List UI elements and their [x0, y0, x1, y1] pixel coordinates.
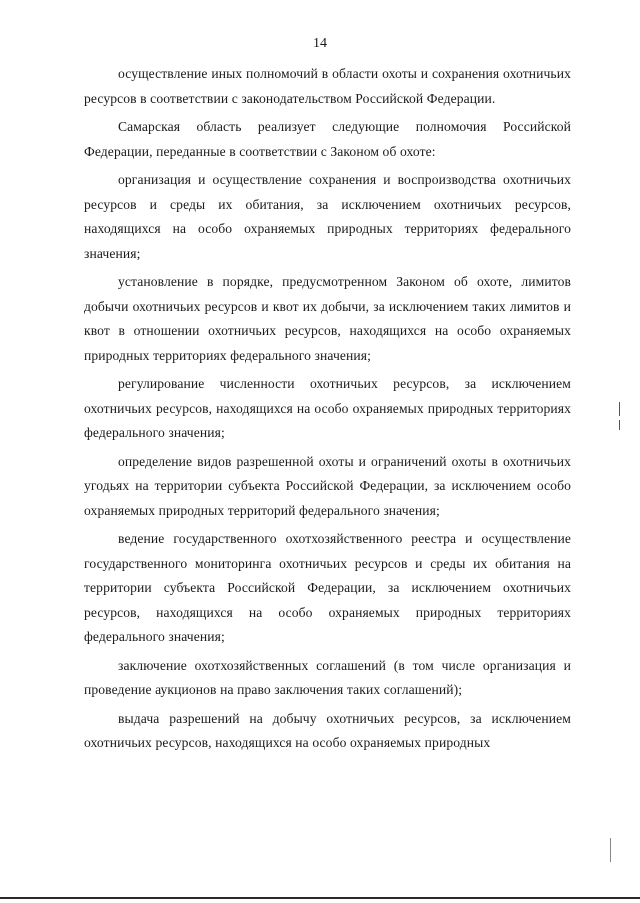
paragraph: Самарская область реализует следующие полномочия Российской Федерации, переданные в соответствии с Законом об охоте: [84, 119, 571, 159]
paragraph: регулирование численности охотничьих ресурсов, за исключением охотничьих ресурсов, находящихся на особо охраняемых природных территориях федерального значения; [84, 376, 571, 440]
paragraph: установление в порядке, предусмотренном Законом об охоте, лимитов добычи охотничьих ресурсов и квот их добычи, за исключением таких лимитов и квот в отношении охотничьих ресурсов, находящихся на особо охраняемых природных территориях федерального значения; [84, 274, 571, 363]
document-body [84, 62, 571, 760]
paragraph: организация и осуществление сохранения и воспроизводства охотничьих ресурсов и среды их обитания, за исключением охотничьих ресурсов, находящихся на особо охраняемых природных территориях федерального значения; [84, 172, 571, 261]
paragraph: ведение государственного охотхозяйственного реестра и осуществление государственного мониторинга охотничьих ресурсов и среды их обитания на территории субъекта Российской Федерации, за исключением охотничьих ресурсов, находящихся на особо охраняемых природных территориях федерального значения; [84, 531, 571, 644]
paragraph: определение видов разрешенной охоты и ограничений охоты в охотничьих угодьях на территории субъекта Российской Федерации, за исключением особо охраняемых природных территорий федерального значения; [84, 453, 571, 518]
scan-artifact [619, 420, 620, 430]
paragraph: осуществление иных полномочий в области охоты и сохранения охотничьих ресурсов в соответствии с законодательством Российской Федерации. [84, 66, 571, 106]
scan-artifact [619, 402, 620, 416]
paragraph: выдача разрешений на добычу охотничьих ресурсов, за исключением охотничьих ресурсов, находящихся на особо охраняемых природных [84, 710, 571, 750]
page-number: 14 [313, 36, 327, 51]
scan-artifact [610, 838, 611, 862]
paragraph: заключение охотхозяйственных соглашений (в том числе организация и проведение аукционов на право заключения таких соглашений); [84, 657, 571, 697]
page-edge-line [0, 897, 640, 899]
